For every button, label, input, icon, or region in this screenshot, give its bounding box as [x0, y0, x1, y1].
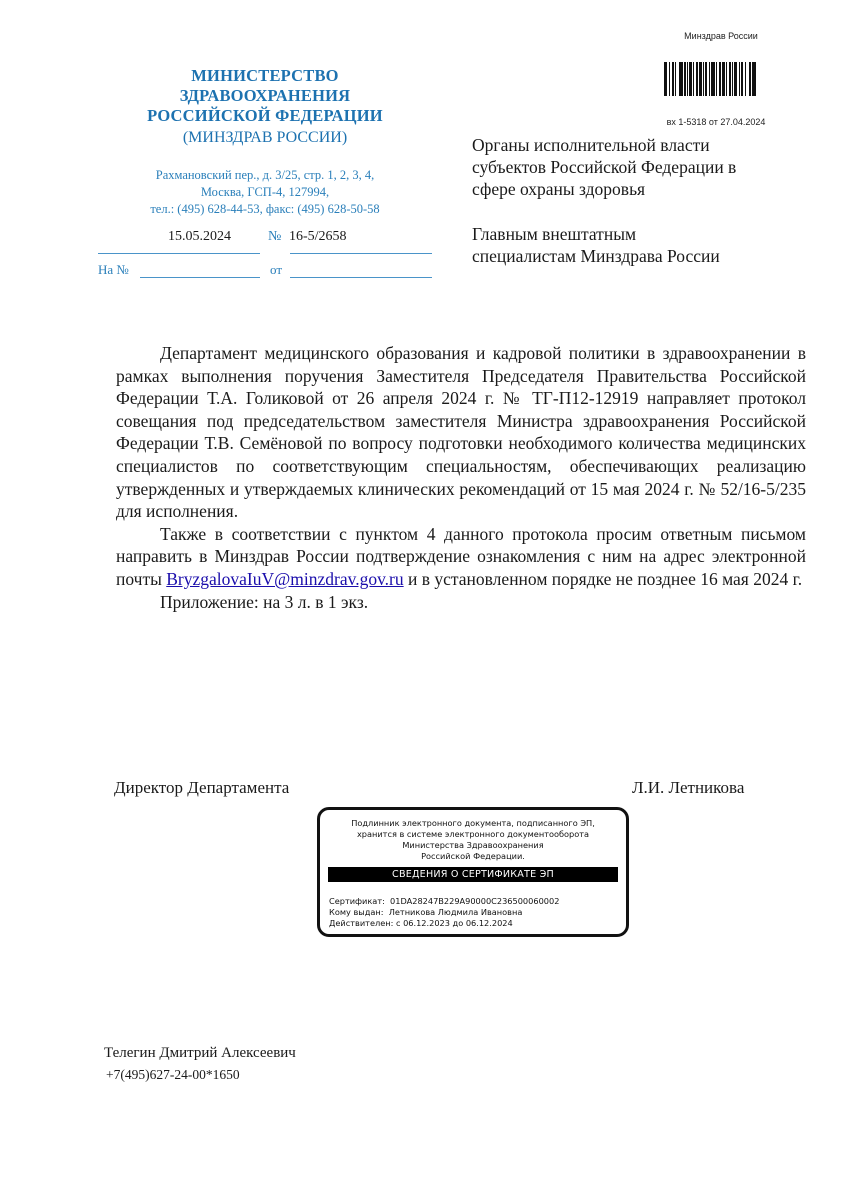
stamp-header: СВЕДЕНИЯ О СЕРТИФИКАТЕ ЭП — [328, 867, 618, 882]
outgoing-number-label: № — [268, 229, 282, 244]
body-paragraph: Департамент медицинского образования и кадровой политики в здравоохранении в рамках выполнения поручения Заместителя Председателя Правительства Российской Федерации Т.А. Голиковой от 26 апреля 2024 г. № ТГ-П12-12919 направляет протокол совещания под председательством заместителя Министра здравоохранения Российской Федерации Т.В. Семёновой по вопросу подготовки необходимого количества медицинских специалистов по соответствующим специальностям, обеспечивающих реализацию утвержденных и утверждаемых клинических рекомендаций от 15 мая 2024 г. № 52/16-5/235 для исполнения. — [116, 343, 806, 522]
date-underline — [98, 253, 260, 254]
stamp-notice-line: Российской Федерации. — [421, 851, 525, 861]
executor-name: Телегин Дмитрий Алексеевич — [104, 1045, 296, 1061]
body-text: Также в соответствии с пунктом 4 данного протокола просим ответным письмом направить в Минздрав России подтверждение ознакомления с ним на адрес электронной почты — [116, 523, 806, 589]
address-line: Рахмановский пер., д. 3/25, стр. 1, 2, 3, 4, — [155, 168, 375, 182]
addressee-line: специалистам Минздрава России — [472, 246, 720, 266]
executor-phone: +7(495)627-24-00*1650 — [106, 1067, 240, 1082]
outgoing-number: 16-5/2658 — [289, 229, 347, 244]
stamp-notice-line: хранится в системе электронного документооборота — [356, 829, 590, 839]
certificate-details — [329, 896, 559, 929]
incoming-registration-number: вх 1-5318 от 27.04.2024 — [666, 117, 766, 127]
addressee-line: Главным внештатным — [472, 224, 637, 244]
stamp-notice-line: Подлинник электронного документа, подписанного ЭП, — [351, 818, 595, 828]
address-line: тел.: (495) 628-44-53, факс: (495) 628-50-58 — [150, 202, 380, 216]
ministry-title-line: ЗДРАВООХРАНЕНИЯ — [179, 86, 351, 105]
outgoing-date: 15.05.2024 — [168, 229, 231, 244]
addressee-block — [472, 223, 802, 267]
ministry-title-line: РОССИЙСКОЙ ФЕДЕРАЦИИ — [147, 106, 383, 125]
ministry-title — [110, 66, 420, 126]
addressee-line: Органы исполнительной власти — [472, 135, 710, 155]
ministry-title-line: МИНИСТЕРСТВО — [191, 66, 339, 85]
stamp-notice-line: Министерства Здравоохранения — [402, 840, 544, 850]
electronic-signature-stamp — [317, 807, 629, 937]
ministry-address — [110, 167, 420, 218]
ministry-short-name: (МИНЗДРАВ РОССИИ) — [182, 129, 348, 146]
stamp-notice — [320, 818, 626, 862]
body-text: и в установленном порядке не позднее 16 мая 2024 г. — [403, 568, 803, 589]
reply-to-underline — [140, 277, 260, 278]
number-underline — [290, 253, 432, 254]
letter-body — [116, 342, 806, 613]
certificate-owner: Кому выдан: Летникова Людмила Ивановна — [329, 907, 523, 917]
email-link[interactable]: BryzgalovaIuV@minzdrav.gov.ru — [166, 568, 404, 589]
addressee-line: сфере охраны здоровья — [472, 179, 646, 199]
certificate-validity: Действителен: с 06.12.2023 до 06.12.2024 — [329, 918, 513, 928]
address-line: Москва, ГСП-4, 127994, — [200, 185, 330, 199]
registration-organization: Минздрав России — [684, 31, 758, 41]
reply-to-label: На № — [98, 262, 129, 277]
from-underline — [290, 277, 432, 278]
body-paragraph — [116, 523, 806, 591]
from-label: от — [270, 262, 283, 277]
barcode-icon — [664, 62, 772, 96]
attachment-note: Приложение: на 3 л. в 1 экз. — [160, 591, 369, 612]
addressee-line: субъектов Российской Федерации в — [472, 157, 737, 177]
signatory-position: Директор Департамента — [114, 778, 290, 797]
addressee-block — [472, 134, 802, 200]
certificate-number: Сертификат: 01DA28247B229A90000C236500060002 — [329, 896, 560, 906]
signatory-name: Л.И. Летникова — [632, 778, 745, 797]
